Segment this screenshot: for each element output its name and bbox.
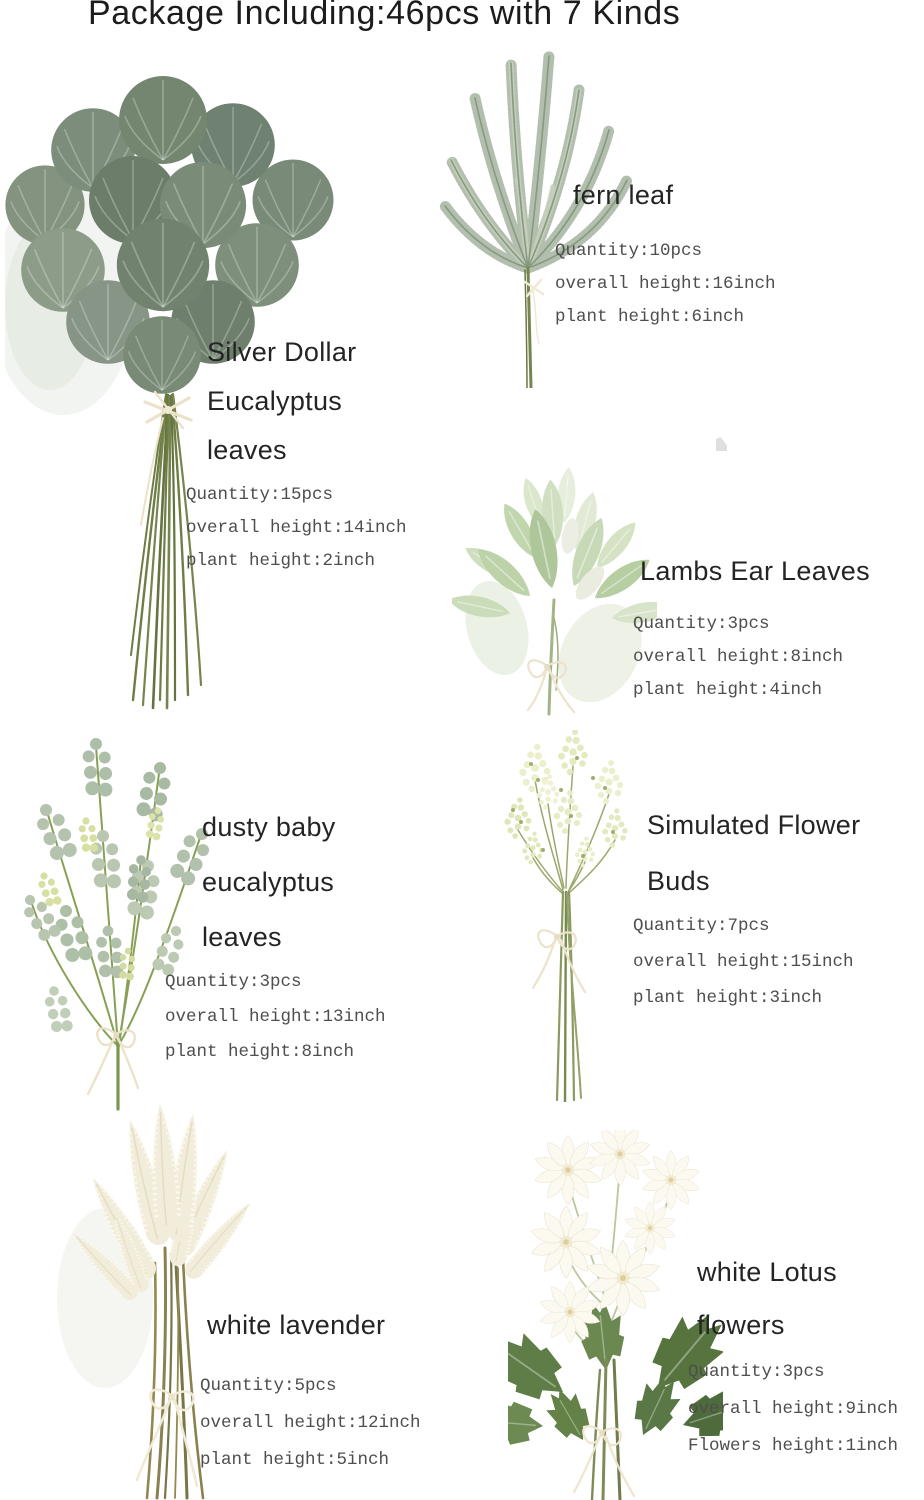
- spec-quantity: Quantity:5pcs: [200, 1376, 337, 1396]
- spec-quantity: Quantity:3pcs: [165, 972, 302, 992]
- title-line: flowers: [697, 1310, 785, 1340]
- spec-overall-height: overall height:9inch: [688, 1399, 899, 1419]
- title-line: leaves: [207, 435, 287, 465]
- section-title-silver-dollar-eucalyptus: [207, 328, 356, 475]
- section-specs-simulated-flower-buds: [633, 908, 854, 1016]
- section-specs-silver-dollar-eucalyptus: [186, 479, 407, 578]
- spec-overall-height: overall height:16inch: [555, 274, 776, 294]
- spec-quantity: Quantity:10pcs: [555, 241, 703, 261]
- spec-plant-height: plant height:3inch: [633, 988, 823, 1008]
- spec-plant-height: plant height:6inch: [555, 307, 745, 327]
- section-specs-lambs-ear-leaves: [633, 608, 843, 707]
- section-title-simulated-flower-buds: [647, 797, 860, 909]
- section-specs-white-lavender: [200, 1368, 421, 1479]
- lambs-ear-stem: [549, 600, 558, 714]
- title-line: Simulated Flower: [647, 810, 861, 840]
- title-line: Buds: [647, 866, 710, 896]
- spec-overall-height: overall height:8inch: [633, 647, 844, 667]
- spec-flowers-height: Flowers height:1inch: [688, 1436, 899, 1456]
- spec-quantity: Quantity:3pcs: [688, 1362, 825, 1382]
- title-line: dusty baby: [202, 812, 336, 842]
- title-line: white lavender: [207, 1310, 386, 1340]
- spec-plant-height: plant height:5inch: [200, 1450, 390, 1470]
- title-line: Lambs Ear Leaves: [640, 556, 870, 586]
- twine-bow: [533, 930, 585, 992]
- section-specs-fern-leaf: [555, 235, 776, 334]
- title-line: Eucalyptus: [207, 386, 343, 416]
- lavender-stems: [147, 1246, 203, 1498]
- section-title-white-lavender: [207, 1300, 385, 1350]
- section-title-lambs-ear-leaves: [640, 546, 870, 596]
- spec-overall-height: overall height:14inch: [186, 518, 407, 538]
- title-line: eucalyptus: [202, 867, 335, 897]
- spec-quantity: Quantity:3pcs: [633, 614, 770, 634]
- bud-clusters: [504, 730, 627, 867]
- spec-plant-height: plant height:4inch: [633, 680, 823, 700]
- section-title-fern-leaf: [573, 170, 673, 220]
- title-line: leaves: [202, 922, 282, 952]
- section-specs-dusty-baby-eucalyptus: [165, 965, 386, 1070]
- title-line: white Lotus: [697, 1257, 837, 1287]
- spec-plant-height: plant height:2inch: [186, 551, 376, 571]
- title-line: fern leaf: [573, 180, 674, 210]
- spec-overall-height: overall height:15inch: [633, 952, 854, 972]
- section-specs-white-lotus-flowers: [688, 1354, 898, 1465]
- title-line: Silver Dollar: [207, 337, 357, 367]
- spec-quantity: Quantity:15pcs: [186, 485, 334, 505]
- twine-bow: [88, 1028, 138, 1094]
- lambs-ear-leaves-photo: [452, 428, 657, 716]
- spec-overall-height: overall height:13inch: [165, 1007, 386, 1027]
- spec-overall-height: overall height:12inch: [200, 1413, 421, 1433]
- page-title: Package Including:46pcs with 7 Kinds: [88, 0, 681, 32]
- artifact-mark: [716, 437, 727, 451]
- spec-quantity: Quantity:7pcs: [633, 916, 770, 936]
- spec-plant-height: plant height:8inch: [165, 1042, 355, 1062]
- stem-bundle: [557, 892, 581, 1102]
- section-title-white-lotus-flowers: [697, 1246, 837, 1352]
- section-title-dusty-baby-eucalyptus: [202, 800, 336, 965]
